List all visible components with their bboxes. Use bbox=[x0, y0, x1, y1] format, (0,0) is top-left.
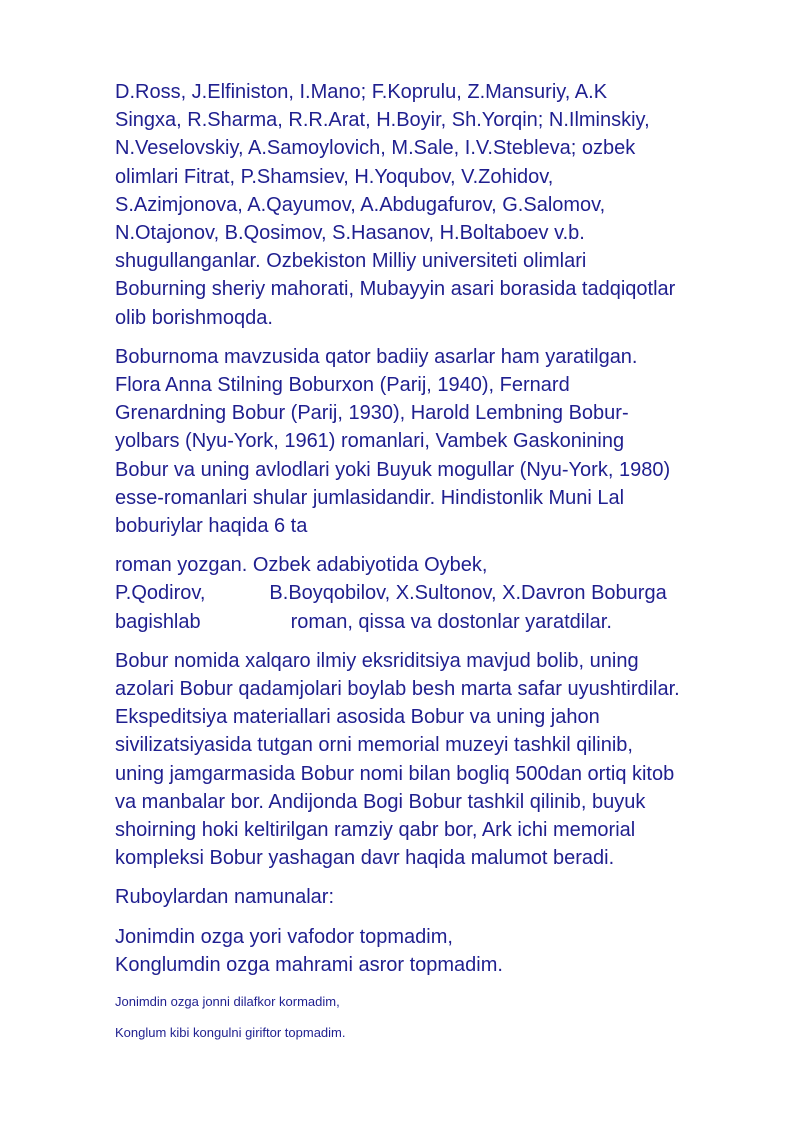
text-line: N.Otajonov, B.Qosimov, S.Hasanov, H.Boltaboev v.b. bbox=[115, 222, 585, 245]
text-line: sivilizatsiyasida tutgan orni memorial muzeyi tashkil qilinib, bbox=[115, 734, 633, 757]
text-line: N.Veselovskiy, A.Samoylovich, M.Sale, I.V.Stebleva; ozbek bbox=[115, 137, 636, 160]
text-line: S.Azimjonova, A.Qayumov, A.Abdugafurov, G.Salomov, bbox=[115, 193, 606, 216]
text-line: olimlari Fitrat, P.Shamsiev, H.Yoqubov, V.Zohidov, bbox=[115, 165, 554, 188]
text-fragment: B.Boyqobilov, X.Sultonov, X.Davron Boburga bbox=[269, 582, 667, 605]
verse-line: Konglumdin ozga mahrami asror topmadim. bbox=[115, 953, 503, 976]
paragraph-uzbek-literature bbox=[115, 551, 755, 636]
document-page bbox=[115, 78, 755, 1041]
text-line: shoirning hoki keltirilgan ramziy qabr bor, Ark ichi memorial bbox=[115, 819, 636, 842]
text-fragment: roman, qissa va dostonlar yaratdilar. bbox=[290, 610, 612, 633]
text-line: esse-romanlari shular jumlasidandir. Hindistonlik Muni Lal bbox=[115, 486, 625, 509]
text-line: Bobur va uning avlodlari yoki Buyuk mogullar (Nyu-York, 1980) bbox=[115, 458, 671, 481]
section-heading: Ruboylardan namunalar: bbox=[115, 886, 335, 909]
text-line: Bobur nomida xalqaro ilmiy eksriditsiya mavjud bolib, uning bbox=[115, 649, 639, 672]
text-line: va manbalar bor. Andijonda Bogi Bobur tashkil qilinib, buyuk bbox=[115, 790, 646, 813]
text-line: Boburnoma mavzusida qator badiiy asarlar ham yaratilgan. bbox=[115, 345, 638, 368]
text-line: kompleksi Bobur yashagan davr haqida malumot beradi. bbox=[115, 847, 615, 870]
verse-line: Jonimdin ozga yori vafodor topmadim, bbox=[115, 925, 453, 948]
text-line: Grenardning Bobur (Parij, 1930), Harold Lembning Bobur- bbox=[115, 402, 629, 425]
text-line: shugullanganlar. Ozbekiston Milliy universiteti olimlari bbox=[115, 250, 587, 273]
text-line bbox=[115, 608, 755, 636]
text-fragment: P.Qodirov, bbox=[115, 582, 206, 605]
paragraph-expedition bbox=[115, 647, 755, 873]
text-line: Flora Anna Stilning Boburxon (Parij, 1940), Fernard bbox=[115, 374, 570, 397]
text-line: Boburning sheriy mahorati, Mubayyin asari borasida tadqiqotlar bbox=[115, 278, 676, 301]
text-line: yolbars (Nyu-York, 1961) romanlari, Vambek Gaskonining bbox=[115, 430, 625, 453]
small-verse-line: Konglum kibi kongulni giriftor topmadim. bbox=[115, 1025, 346, 1041]
text-fragment: bagishlab bbox=[115, 610, 201, 633]
paragraph-scholars bbox=[115, 78, 755, 332]
text-line: Ekspeditsiya materiallari asosida Bobur va uning jahon bbox=[115, 706, 600, 729]
verse-block bbox=[115, 923, 755, 979]
text-line: D.Ross, J.Elfiniston, I.Mano; F.Koprulu, Z.Mansuriy, A.K bbox=[115, 81, 608, 103]
text-line: azolari Bobur qadamjolari boylab besh marta safar uyushtirdilar. bbox=[115, 678, 680, 701]
paragraph-novels bbox=[115, 343, 755, 540]
small-verse-line: Jonimdin ozga jonni dilafkor kormadim, bbox=[115, 994, 340, 1010]
text-line: Singxa, R.Sharma, R.R.Arat, H.Boyir, Sh.Yorqin; N.Ilminskiy, bbox=[115, 109, 650, 132]
text-line: olib borishmoqda. bbox=[115, 306, 273, 329]
text-line bbox=[115, 579, 755, 607]
text-line: uning jamgarmasida Bobur nomi bilan bogliq 500dan ortiq kitob bbox=[115, 762, 675, 785]
text-line: roman yozgan. Ozbek adabiyotida Oybek, bbox=[115, 554, 488, 577]
text-line: boburiylar haqida 6 ta bbox=[115, 515, 308, 538]
